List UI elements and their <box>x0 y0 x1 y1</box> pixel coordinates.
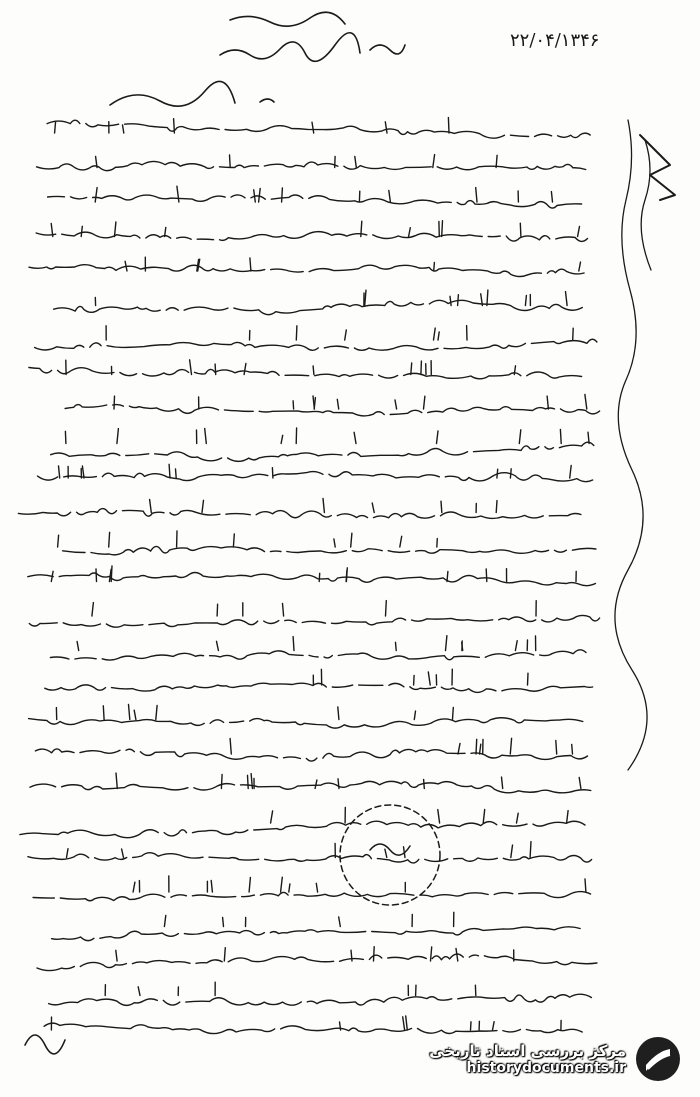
handwriting-stroke <box>109 532 110 547</box>
handwriting-stroke <box>58 535 59 547</box>
handwriting-stroke <box>372 503 374 513</box>
handwriting-stroke <box>355 156 357 167</box>
handwriting-line <box>49 994 592 1005</box>
handwriting-line <box>37 954 597 971</box>
handwriting-stroke <box>115 222 116 237</box>
handwriting-stroke <box>424 779 425 788</box>
handwriting-stroke <box>431 947 432 961</box>
handwriting-stroke <box>411 363 412 375</box>
handwriting-stroke <box>164 916 165 927</box>
handwriting-stroke <box>471 1022 472 1030</box>
handwriting-stroke <box>547 396 548 409</box>
handwriting-stroke <box>438 810 440 823</box>
margin-note <box>615 120 651 770</box>
handwriting-stroke <box>496 155 497 167</box>
handwriting-stroke <box>365 290 366 305</box>
handwriting-line <box>33 892 591 901</box>
handwriting-stroke <box>453 708 454 720</box>
handwriting-stroke <box>316 883 317 892</box>
handwriting-stroke <box>483 810 485 824</box>
handwriting-stroke <box>338 707 339 720</box>
handwriting-stroke <box>442 221 443 237</box>
handwriting-stroke <box>65 431 66 443</box>
handwriting-stroke <box>519 430 521 444</box>
handwriting-stroke <box>223 918 224 927</box>
handwriting-stroke <box>438 332 439 340</box>
handwriting-stroke <box>511 845 513 857</box>
handwriting-stroke <box>493 1022 495 1030</box>
handwriting-line <box>42 195 582 208</box>
handwriting-stroke <box>515 641 517 651</box>
handwriting-stroke <box>570 465 572 478</box>
handwriting-stroke <box>67 849 69 858</box>
handwriting-stroke <box>55 121 56 133</box>
handwriting-stroke <box>476 188 477 202</box>
watermark-url: historydocuments.ir <box>466 1060 626 1076</box>
handwriting-line <box>29 718 583 728</box>
handwriting-stroke <box>578 226 580 236</box>
watermark <box>429 1035 682 1083</box>
handwriting-stroke <box>81 226 82 236</box>
handwriting-stroke <box>409 228 411 237</box>
handwriting-line <box>46 927 581 941</box>
handwriting-stroke <box>421 361 422 374</box>
handwriting-stroke <box>174 119 175 133</box>
handwriting-stroke <box>566 292 568 306</box>
handwriting-stroke <box>296 326 297 340</box>
handwriting-stroke <box>345 330 347 340</box>
handwriting-stroke <box>250 258 251 271</box>
handwriting-stroke <box>217 641 219 650</box>
handwriting-stroke <box>211 881 212 893</box>
handwriting-stroke <box>346 568 347 582</box>
handwriting-stroke <box>447 571 448 581</box>
letter-body-lines <box>14 118 600 1034</box>
handwriting-stroke <box>567 811 569 823</box>
handwriting-stroke <box>428 672 430 685</box>
handwriting-stroke <box>217 604 218 616</box>
handwriting-stroke <box>156 706 157 720</box>
handwriting-stroke <box>82 466 84 478</box>
handwriting-line <box>29 749 587 761</box>
handwriting-stroke <box>339 917 341 927</box>
handwriting-stroke <box>556 741 557 755</box>
handwriting-stroke <box>230 155 231 168</box>
handwriting-stroke <box>385 122 387 133</box>
handwriting-line <box>36 232 587 242</box>
handwriting-stroke <box>585 879 586 892</box>
handwriting-stroke <box>248 775 249 788</box>
handwriting-stroke <box>95 188 97 202</box>
handwriting-stroke <box>312 122 314 133</box>
handwriting-stroke <box>230 739 231 755</box>
handwriting-line <box>44 1023 582 1033</box>
handwriting-stroke <box>396 642 397 650</box>
handwriting-stroke <box>244 364 246 375</box>
handwriting-stroke <box>424 396 425 409</box>
handwriting-line <box>29 265 584 277</box>
handwriting-stroke <box>177 186 179 202</box>
handwriting-stroke <box>122 849 124 858</box>
handwriting-stroke <box>579 777 581 788</box>
handwriting-stroke <box>351 533 352 547</box>
handwriting-stroke <box>150 500 152 513</box>
handwriting-stroke <box>233 534 234 547</box>
handwriting-stroke <box>221 775 222 789</box>
handwriting-stroke <box>272 468 273 478</box>
handwriting-stroke <box>96 569 97 582</box>
closing-flourish <box>25 1035 65 1054</box>
handwriting-line <box>37 472 592 482</box>
handwriting-stroke <box>386 601 387 616</box>
handwriting-stroke <box>520 223 521 236</box>
handwriting-stroke <box>525 295 526 305</box>
handwriting-stroke <box>510 469 511 478</box>
handwriting-line <box>28 853 592 863</box>
handwriting-stroke <box>480 744 481 754</box>
handwriting-stroke <box>551 192 552 202</box>
handwriting-stroke <box>476 739 477 754</box>
handwriting-line <box>57 546 596 554</box>
handwriting-stroke <box>282 188 283 202</box>
handwriting-stroke <box>456 949 458 962</box>
signature-mark <box>640 135 675 200</box>
handwriting-stroke <box>323 499 324 513</box>
handwriting-stroke <box>395 400 397 409</box>
handwriting-stroke <box>117 429 119 444</box>
handwriting-stroke <box>510 738 511 754</box>
handwriting-stroke <box>134 710 136 719</box>
handwriting-stroke <box>406 1016 408 1030</box>
handwriting-stroke <box>271 811 273 823</box>
handwriting-stroke <box>400 536 402 547</box>
handwriting-stroke <box>281 877 283 892</box>
circular-stamp <box>340 805 440 905</box>
handwriting-stroke <box>414 711 415 719</box>
handwriting-stroke <box>446 636 447 651</box>
watermark-title: مرکز بررسی اسناد تاریخی <box>429 1042 626 1060</box>
handwriting-stroke <box>338 779 339 789</box>
handwriting-stroke <box>517 813 519 823</box>
handwriting-stroke <box>123 125 124 133</box>
handwriting-stroke <box>129 704 130 719</box>
handwriting-stroke <box>169 464 170 478</box>
handwriting-stroke <box>572 744 573 754</box>
handwriting-stroke <box>138 987 140 996</box>
handwriting-stroke <box>448 118 449 133</box>
handwriting-stroke <box>579 262 581 271</box>
handwriting-stroke <box>487 290 488 305</box>
handwriting-line <box>37 161 586 170</box>
handwriting-stroke <box>337 399 338 409</box>
handwriting-stroke <box>403 1017 405 1030</box>
handwriting-stroke <box>125 261 127 271</box>
handwriting-stroke <box>205 428 207 443</box>
handwriting-stroke <box>293 637 294 651</box>
handwriting-stroke <box>103 706 104 720</box>
header-annotation <box>110 12 405 106</box>
handwriting-stroke <box>502 777 503 788</box>
handwriting-line <box>30 781 591 792</box>
handwriting-stroke <box>389 190 391 202</box>
handwriting-stroke <box>437 539 438 547</box>
handwriting-stroke <box>259 189 261 203</box>
handwriting-line <box>45 442 594 461</box>
handwriting-stroke <box>289 884 290 892</box>
handwriting-stroke <box>313 396 314 409</box>
handwriting-stroke <box>573 328 574 340</box>
handwriting-stroke <box>528 673 529 685</box>
handwriting-stroke <box>51 571 53 581</box>
handwriting-stroke <box>114 396 115 409</box>
handwriting-stroke <box>585 395 587 410</box>
handwriting-stroke <box>283 604 284 617</box>
handwriting-stroke <box>319 573 320 581</box>
handwriting-stroke <box>281 435 283 443</box>
handwriting-stroke <box>293 401 294 409</box>
handwriting-stroke <box>374 947 375 961</box>
handwriting-stroke <box>354 432 356 443</box>
handwriting-stroke <box>414 675 415 685</box>
handwriting-stroke <box>92 603 94 616</box>
handwriting-line <box>29 615 599 627</box>
handwriting-stroke <box>433 155 435 168</box>
handwriting-stroke <box>486 569 487 582</box>
handwriting-stroke <box>224 948 225 961</box>
handwriting-stroke <box>77 642 79 651</box>
handwriting-stroke <box>176 469 177 478</box>
handwriting-stroke <box>254 190 256 202</box>
handwriting-stroke <box>458 743 460 754</box>
handwriting-stroke <box>334 539 335 547</box>
handwriting-stroke <box>458 295 459 306</box>
handwriting-stroke <box>560 429 561 443</box>
handwriting-stroke <box>450 296 451 305</box>
handwriting-line <box>29 339 597 350</box>
handwriting-stroke <box>496 501 497 513</box>
handwriting-line <box>28 573 596 586</box>
handwriting-stroke <box>313 366 314 375</box>
handwriting-line <box>14 821 585 837</box>
letter-date: ۲۲/۰۴/۱۳۴۶ <box>510 30 600 51</box>
handwriting-stroke <box>315 780 317 789</box>
book-logo-icon <box>634 1035 682 1083</box>
handwriting-stroke <box>434 263 435 272</box>
handwriting-line <box>45 683 593 692</box>
handwriting-stroke <box>116 950 117 961</box>
handwriting-stroke <box>59 466 60 478</box>
handwriting-line <box>50 650 586 660</box>
handwriting-stroke <box>530 842 531 858</box>
handwriting-stroke <box>361 221 362 236</box>
handwriting-stroke <box>434 328 436 340</box>
handwriting-line <box>48 300 583 314</box>
handwriting-stroke <box>441 501 442 512</box>
handwriting-stroke <box>133 882 135 892</box>
handwriting-stroke <box>497 469 498 478</box>
handwriting-stroke <box>215 364 216 374</box>
handwriting-stroke <box>437 431 439 444</box>
handwriting-stroke <box>190 360 192 375</box>
handwriting-stroke <box>116 773 117 788</box>
handwriting-line <box>59 405 600 416</box>
handwriting-stroke <box>202 500 204 512</box>
handwriting-stroke <box>385 849 387 857</box>
handwriting-stroke <box>251 774 252 789</box>
handwriting-stroke <box>249 877 250 892</box>
handwriting-stroke <box>111 566 112 582</box>
handwriting-stroke <box>351 950 352 961</box>
